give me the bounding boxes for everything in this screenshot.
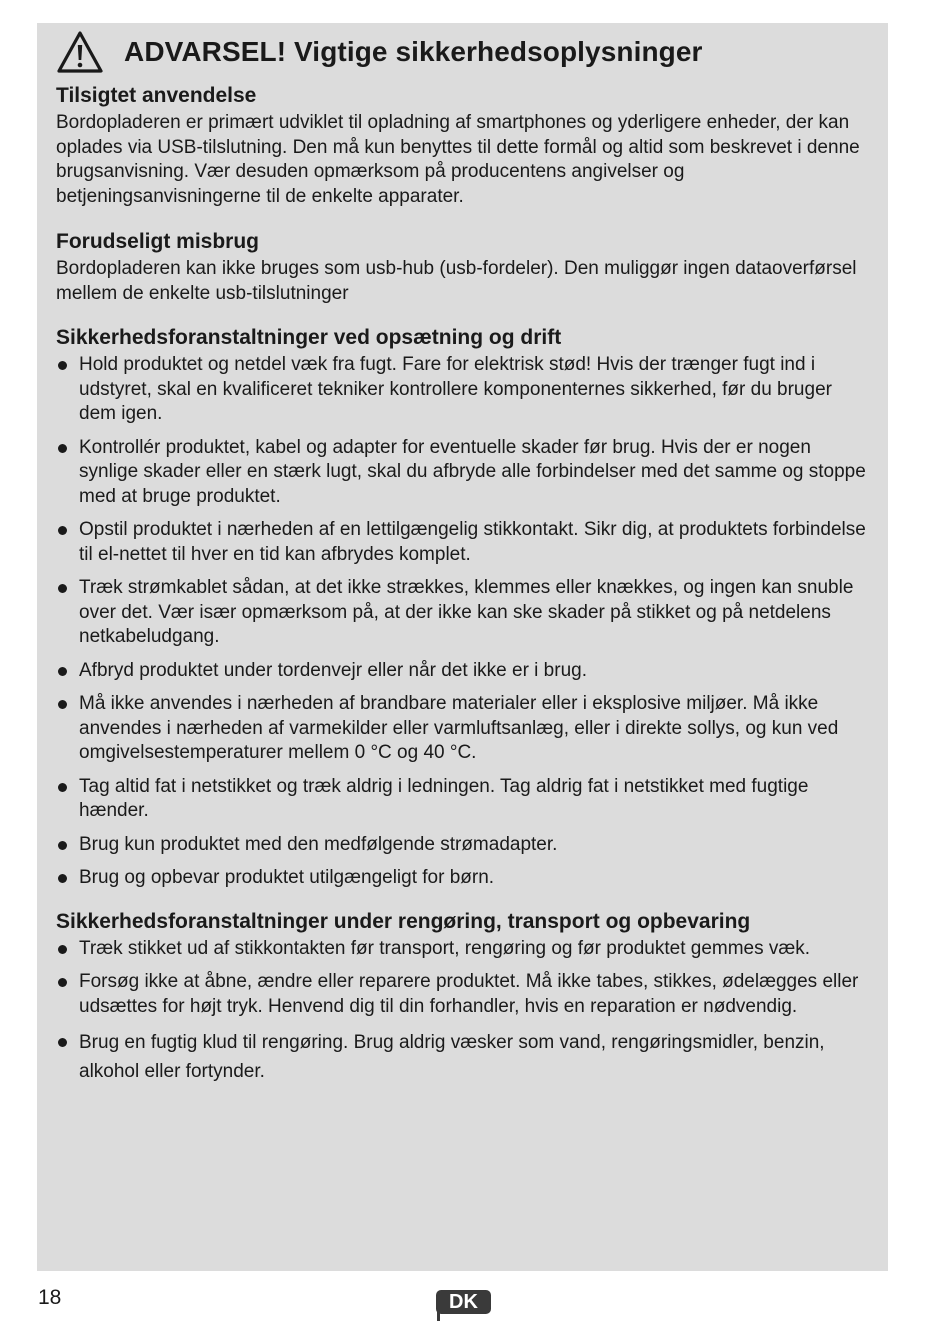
bullet-icon bbox=[58, 444, 67, 453]
list-item-text: Tag altid fat i netstikket og træk aldrig i ledningen. Tag aldrig fat i netstikket med fugtige hænder. bbox=[79, 775, 809, 821]
list-item bbox=[56, 1028, 866, 1086]
bullet-icon bbox=[58, 841, 67, 850]
list-item bbox=[56, 937, 866, 962]
bullet-icon bbox=[58, 783, 67, 792]
list-item-text: Forsøg ikke at åbne, ændre eller reparere produktet. Må ikke tabes, stikkes, ødelægges eller udsættes for højt tryk. Henvend dig til din forhandler, hvis en reparation er nødvendig. bbox=[79, 971, 859, 1017]
bullet-icon bbox=[58, 526, 67, 535]
list-item bbox=[56, 833, 866, 858]
list-item-text: Må ikke anvendes i nærheden af brandbare materialer eller i eksplosive miljøer. Må ikke anvendes i nærheden af varmekilder eller varmluftsanlæg, eller i direkte sollys, og kun ved omgivelsestemperaturer mellem 0 °C og 40 °C. bbox=[79, 693, 839, 763]
section-heading: Forudseligt misbrug bbox=[56, 230, 260, 253]
list-item bbox=[56, 518, 866, 567]
warning-panel bbox=[37, 23, 888, 1271]
list-item-text: Opstil produktet i nærheden af en lettilgængelig stikkontakt. Sikr dig, at produktets forbindelse til el-nettet til hver en tid kan afbrydes komplet. bbox=[79, 519, 866, 565]
list-item-text: Kontrollér produktet, kabel og adapter for eventuelle skader før brug. Hvis der er nogen synlige skader eller en stærk lugt, skal du afbryde alle forbindelser med det samme og stoppe med at bruge produktet. bbox=[79, 436, 866, 507]
bullet-list bbox=[56, 353, 866, 891]
bullet-icon bbox=[58, 1038, 67, 1047]
section-cleaning-transport bbox=[56, 909, 866, 1087]
list-item bbox=[56, 866, 866, 891]
list-item-text: Hold produktet og netdel væk fra fugt. Fare for elektrisk stød! Hvis der trænger fugt ind i udstyret, skal en kvalificeret tekniker kontrollere komponenternes sikkerhed, før du bruger dem igen. bbox=[79, 354, 832, 424]
list-item-text: Brug en fugtig klud til rengøring. Brug aldrig væsker som vand, rengøringsmidler, benzin, alkohol eller fortynder. bbox=[79, 1032, 825, 1082]
page-number: 18 bbox=[38, 1286, 62, 1309]
section-misuse bbox=[56, 229, 866, 306]
list-item-text: Træk stikket ud af stikkontakten før transport, rengøring og før produktet gemmes væk. bbox=[79, 937, 811, 959]
section-heading: Tilsigtet anvendelse bbox=[56, 84, 257, 107]
bullet-icon bbox=[58, 361, 67, 370]
section-paragraph: Bordopladeren kan ikke bruges som usb-hub (usb-fordeler). Den muliggør ingen dataoverførsel mellem de enkelte usb-tilslutninger bbox=[56, 258, 857, 304]
list-item-text: Træk strømkablet sådan, at det ikke strækkes, klemmes eller knækkes, og ingen kan snuble over det. Vær især opmærksom på, at der ikke kan ske skader på stikket og på netdelens netkabeludgang. bbox=[79, 577, 854, 647]
bullet-icon bbox=[58, 874, 67, 883]
list-item-text: Brug kun produktet med den medfølgende strømadapter. bbox=[79, 833, 558, 855]
title-row bbox=[56, 28, 866, 76]
bullet-icon bbox=[58, 667, 67, 676]
section-intended-use bbox=[56, 83, 866, 209]
list-item bbox=[56, 659, 866, 684]
list-item-text: Brug og opbevar produktet utilgængeligt for børn. bbox=[79, 867, 495, 888]
warning-triangle-icon bbox=[56, 30, 104, 74]
bullet-list bbox=[56, 937, 866, 1087]
section-heading: Sikkerhedsforanstaltninger under rengøring, transport og opbevaring bbox=[56, 909, 751, 933]
list-item bbox=[56, 353, 866, 427]
list-item bbox=[56, 436, 866, 510]
bullet-icon bbox=[58, 978, 67, 987]
list-item bbox=[56, 576, 866, 650]
language-badge: DK bbox=[436, 1290, 491, 1314]
list-item bbox=[56, 692, 866, 766]
list-item bbox=[56, 970, 866, 1019]
bullet-icon bbox=[58, 584, 67, 593]
list-item-text: Afbryd produktet under tordenvejr eller når det ikke er i brug. bbox=[79, 659, 587, 681]
section-heading: Sikkerhedsforanstaltninger ved opsætning og drift bbox=[56, 326, 562, 349]
list-item bbox=[56, 775, 866, 824]
section-paragraph: Bordopladeren er primært udviklet til opladning af smartphones og yderligere enheder, der kan oplades via USB-tilslutning. Den må kun benyttes til dette formål og altid som beskrevet i denne brugsanvisning. Vær desuden opmærksom på producentens angivelser og betjeningsanvisningerne til de enkelte apparater. bbox=[56, 112, 860, 207]
bullet-icon bbox=[58, 700, 67, 709]
page-title: ADVARSEL! Vigtige sikkerhedsoplysninger bbox=[124, 36, 703, 67]
section-setup-operation bbox=[56, 325, 866, 891]
bullet-icon bbox=[58, 945, 67, 954]
